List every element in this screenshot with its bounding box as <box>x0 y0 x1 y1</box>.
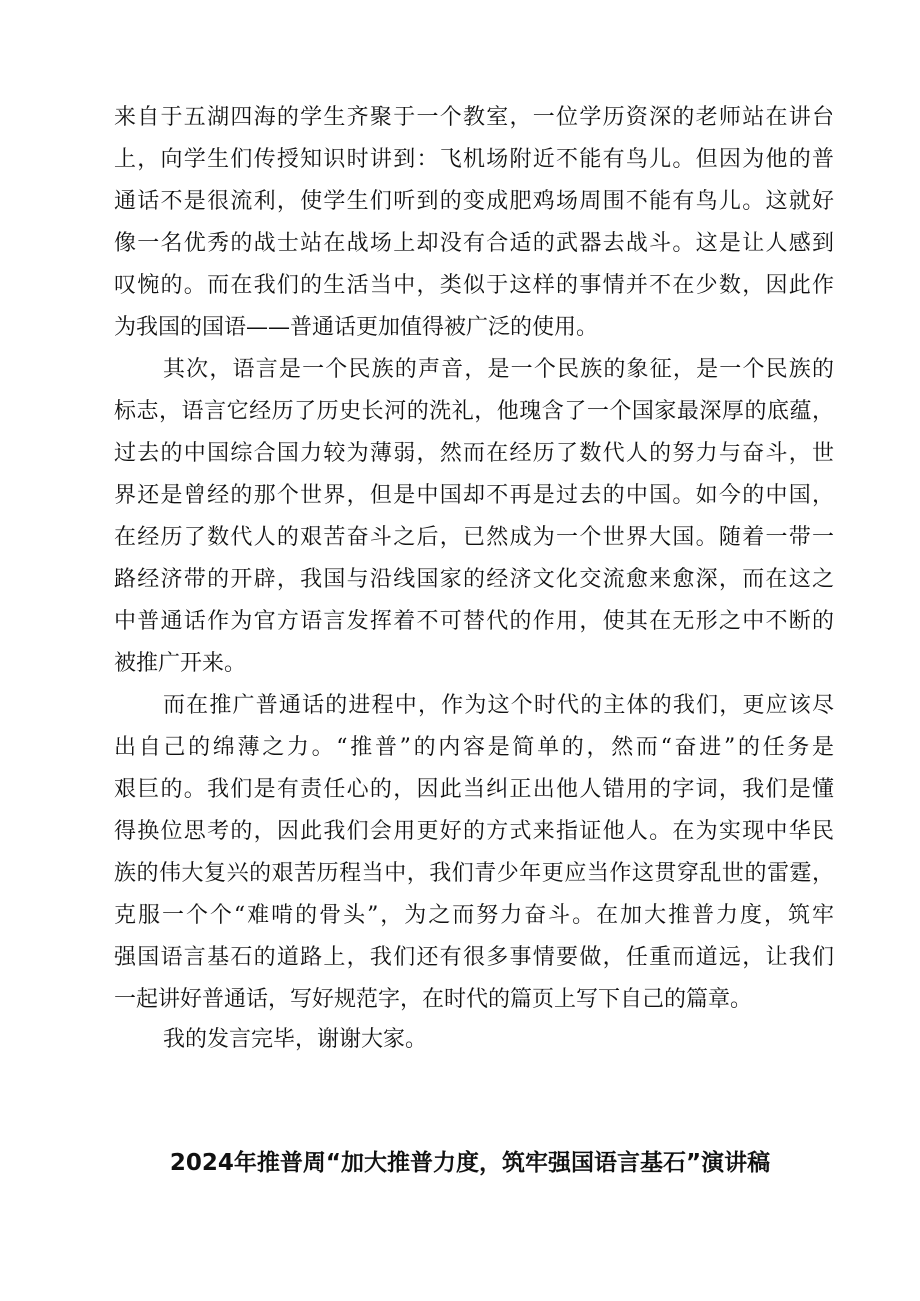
text-line: 过去的中国综合国力较为薄弱，然而在经历了数代人的努力与奋斗，世 <box>114 441 834 466</box>
text-line: 来自于五湖四海的学生齐聚于一个教室，一位学历资深的老师站在讲台 <box>114 105 834 130</box>
text-line: 而在推广普通话的进程中，作为这个时代的主体的我们，更应该尽 <box>163 693 834 718</box>
text-line: 艰巨的。我们是有责任心的，因此当纠正出他人错用的字词，我们是懂 <box>114 777 834 802</box>
text-line: 出自己的绵薄之力。“推普”的内容是简单的，然而“奋进”的任务是 <box>114 735 834 760</box>
text-line: 在经历了数代人的艰苦奋斗之后，已然成为一个世界大国。随着一带一 <box>114 525 834 550</box>
text-line: 被推广开来。 <box>114 651 247 676</box>
text-line: 中普通话作为官方语言发挥着不可替代的作用，使其在无形之中不断的 <box>114 609 834 634</box>
text-line: 像一名优秀的战士站在战场上却没有合适的武器去战斗。这是让人感到 <box>114 231 834 256</box>
text-line: 得换位思考的，因此我们会用更好的方式来指证他人。在为实现中华民 <box>114 819 834 844</box>
text-line: 强国语言基石的道路上，我们还有很多事情要做，任重而道远，让我们 <box>114 945 834 970</box>
text-line: 通话不是很流利，使学生们听到的变成肥鸡场周围不能有鸟儿。这就好 <box>114 189 834 214</box>
text-line: 我的发言完毕，谢谢大家。 <box>163 1027 428 1052</box>
text-line: 为我国的国语——普通话更加值得被广泛的使用。 <box>114 315 599 340</box>
text-line: 克服一个个“难啃的骨头”，为之而努力奋斗。在加大推普力度，筑牢 <box>114 903 834 928</box>
next-speech-title: 2024年推普周“加大推普力度，筑牢强国语言基石”演讲稿 <box>169 1150 771 1176</box>
text-line: 其次，语言是一个民族的声音，是一个民族的象征，是一个民族的 <box>163 357 834 382</box>
text-line: 标志，语言它经历了历史长河的洗礼，他瑰含了一个国家最深厚的底蕴， <box>114 399 834 424</box>
text-line: 路经济带的开辟，我国与沿线国家的经济文化交流愈来愈深，而在这之 <box>114 567 834 592</box>
text-line: 一起讲好普通话，写好规范字，在时代的篇页上写下自己的篇章。 <box>114 987 753 1012</box>
text-line: 族的伟大复兴的艰苦历程当中，我们青少年更应当作这贯穿乱世的雷霆， <box>114 861 834 886</box>
text-line: 界还是曾经的那个世界，但是中国却不再是过去的中国。如今的中国， <box>114 483 834 508</box>
text-line: 上，向学生们传授知识时讲到：飞机场附近不能有鸟儿。但因为他的普 <box>114 147 834 172</box>
text-line: 叹惋的。而在我们的生活当中，类似于这样的事情并不在少数，因此作 <box>114 273 834 298</box>
